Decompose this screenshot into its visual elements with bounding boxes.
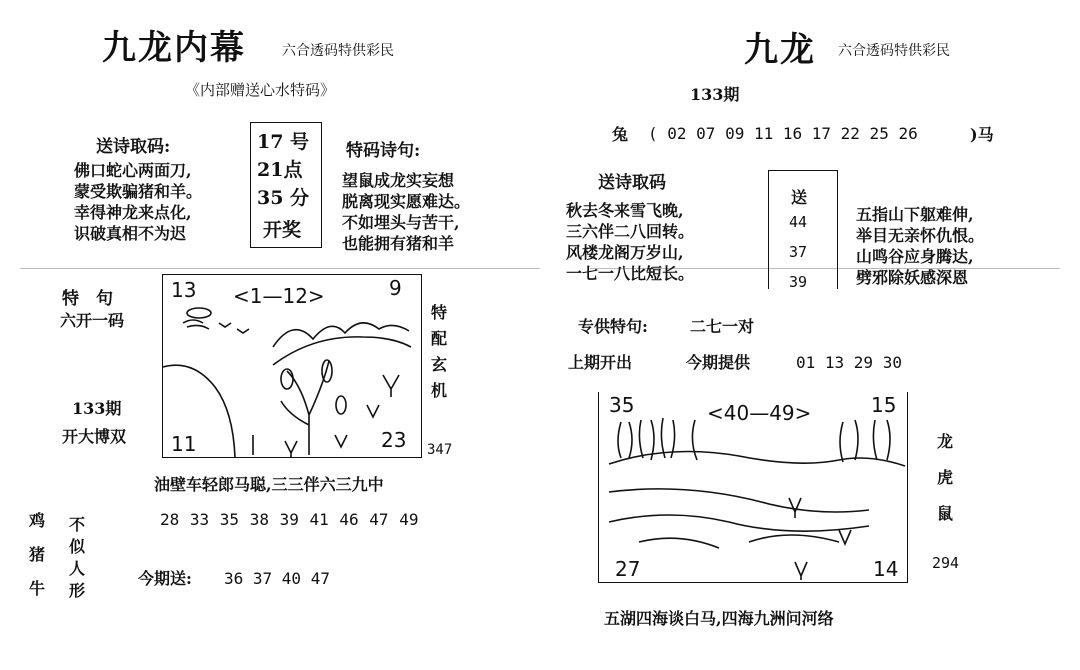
right-poem-block (566, 200, 694, 284)
bottom-riddle: 五湖四海谈白马,四海九洲问河络 (604, 609, 834, 628)
animals-vertical: 鸡猪牛 (28, 511, 45, 598)
right-poem-line: 一七一八比短长。 (566, 264, 695, 283)
pic-number-tr: 9 (389, 276, 402, 300)
right-period: 133期 (690, 85, 740, 104)
pic-number-tr: 15 (871, 393, 897, 417)
numbers-row: 28 33 35 38 39 41 46 47 49 (160, 510, 419, 529)
special-poem-line: 脱离现实愿难达。 (342, 192, 471, 211)
this-period-label: 今期提供 (686, 353, 751, 372)
sketch-lines (163, 308, 411, 457)
scan-line (20, 268, 540, 269)
special-poem-line: 望鼠成龙实妄想 (342, 171, 455, 190)
right-side-number: 294 (932, 554, 960, 572)
right-poem2-line: 山鸣谷应身腾达, (856, 247, 974, 266)
special-label: 专供特句: (578, 317, 648, 336)
right-poem2-line: 五指山下躯难伸, (856, 205, 974, 224)
send-box-number: 39 (789, 273, 808, 291)
send-box-number: 44 (789, 213, 808, 231)
special-poem-label: 特码诗句: (346, 141, 421, 161)
left-title: 九龙内幕 (102, 28, 246, 68)
right-side-vertical: 龙虎鼠 (936, 432, 953, 523)
right-poem2-line: 劈邪除妖感深恩 (856, 268, 969, 287)
left-side-number: 347 (427, 442, 453, 458)
left-sketch (163, 275, 421, 457)
pic-number-br: 23 (381, 428, 407, 452)
right-riddle-picture (598, 392, 908, 583)
poem-line: 佛口蛇心两面刀, (74, 161, 192, 180)
pic-number-tl: 13 (171, 278, 197, 302)
draw-hour: 21点 (257, 159, 303, 181)
draw-open: 开奖 (263, 219, 302, 241)
send-box-number: 37 (789, 243, 808, 261)
left-subtitle: 六合透码特供彩民 (282, 43, 394, 59)
draw-day: 17 号 (257, 131, 310, 153)
today-send-label: 今期送: (138, 569, 192, 588)
send-box-label: 送 (791, 188, 808, 207)
special-value: 二七一对 (690, 317, 755, 336)
riddle-text: 油壁车轻郎马聪,三三伴六三九中 (154, 475, 384, 494)
special-poem-line: 也能拥有猪和羊 (342, 234, 455, 253)
rabbit-numbers: ( 02 07 09 11 16 17 22 25 26 (648, 124, 918, 143)
big-small-label: 开大博双 (62, 427, 127, 446)
right-title: 九龙 (744, 30, 816, 70)
poem-block (74, 160, 202, 244)
left-riddle-picture (162, 274, 422, 458)
pic-number-range: <1—12> (233, 284, 325, 308)
poem-line: 幸得神龙来点化, (74, 203, 192, 222)
sketch-lines (609, 418, 905, 580)
special-poem-block (342, 170, 470, 254)
pic-number-bl: 11 (171, 432, 197, 456)
inner-code-label: 《内部赠送心水特码》 (185, 81, 336, 99)
right-poem-line: 三六伴二八回转。 (566, 222, 695, 241)
right-subtitle: 六合透码特供彩民 (838, 43, 950, 59)
special-poem-line: 不如埋头与苦干, (342, 213, 460, 232)
today-send-numbers: 36 37 40 47 (224, 569, 330, 588)
right-sketch (599, 392, 907, 582)
right-poem2-block (856, 204, 984, 288)
rabbit-label: 兔 (612, 125, 629, 144)
pic-number-tl: 35 (609, 393, 635, 417)
draw-time-box (250, 122, 322, 248)
poem-line: 识破真相不为迟 (74, 224, 187, 243)
poem-line: 蒙受欺骗猪和羊。 (74, 182, 203, 201)
right-poem-line: 风楼龙阁万岁山, (566, 243, 684, 262)
poem-label: 送诗取码: (96, 137, 171, 157)
right-poem2-line: 举目无亲怀仇恨。 (856, 226, 985, 245)
draw-minute: 35 分 (257, 187, 310, 209)
this-period-numbers: 01 13 29 30 (796, 353, 902, 372)
last-period-label: 上期开出 (568, 353, 633, 372)
pic-number-br: 14 (873, 557, 899, 581)
not-like-vertical: 不似人形 (68, 515, 85, 600)
pic-number-bl: 27 (615, 557, 641, 581)
send-box (768, 170, 838, 289)
pic-number-range: <40—49> (707, 401, 812, 425)
right-poem-line: 秋去冬来雪飞晚, (566, 201, 684, 220)
right-poem-label: 送诗取码 (598, 173, 666, 193)
special-sentence-label: 特 句 (62, 289, 113, 309)
period-label: 133期 (72, 399, 122, 418)
special-sentence-value: 六开一码 (60, 311, 125, 330)
picture-caption: 特配玄机 (430, 303, 447, 400)
horse-label: )马 (970, 125, 994, 144)
